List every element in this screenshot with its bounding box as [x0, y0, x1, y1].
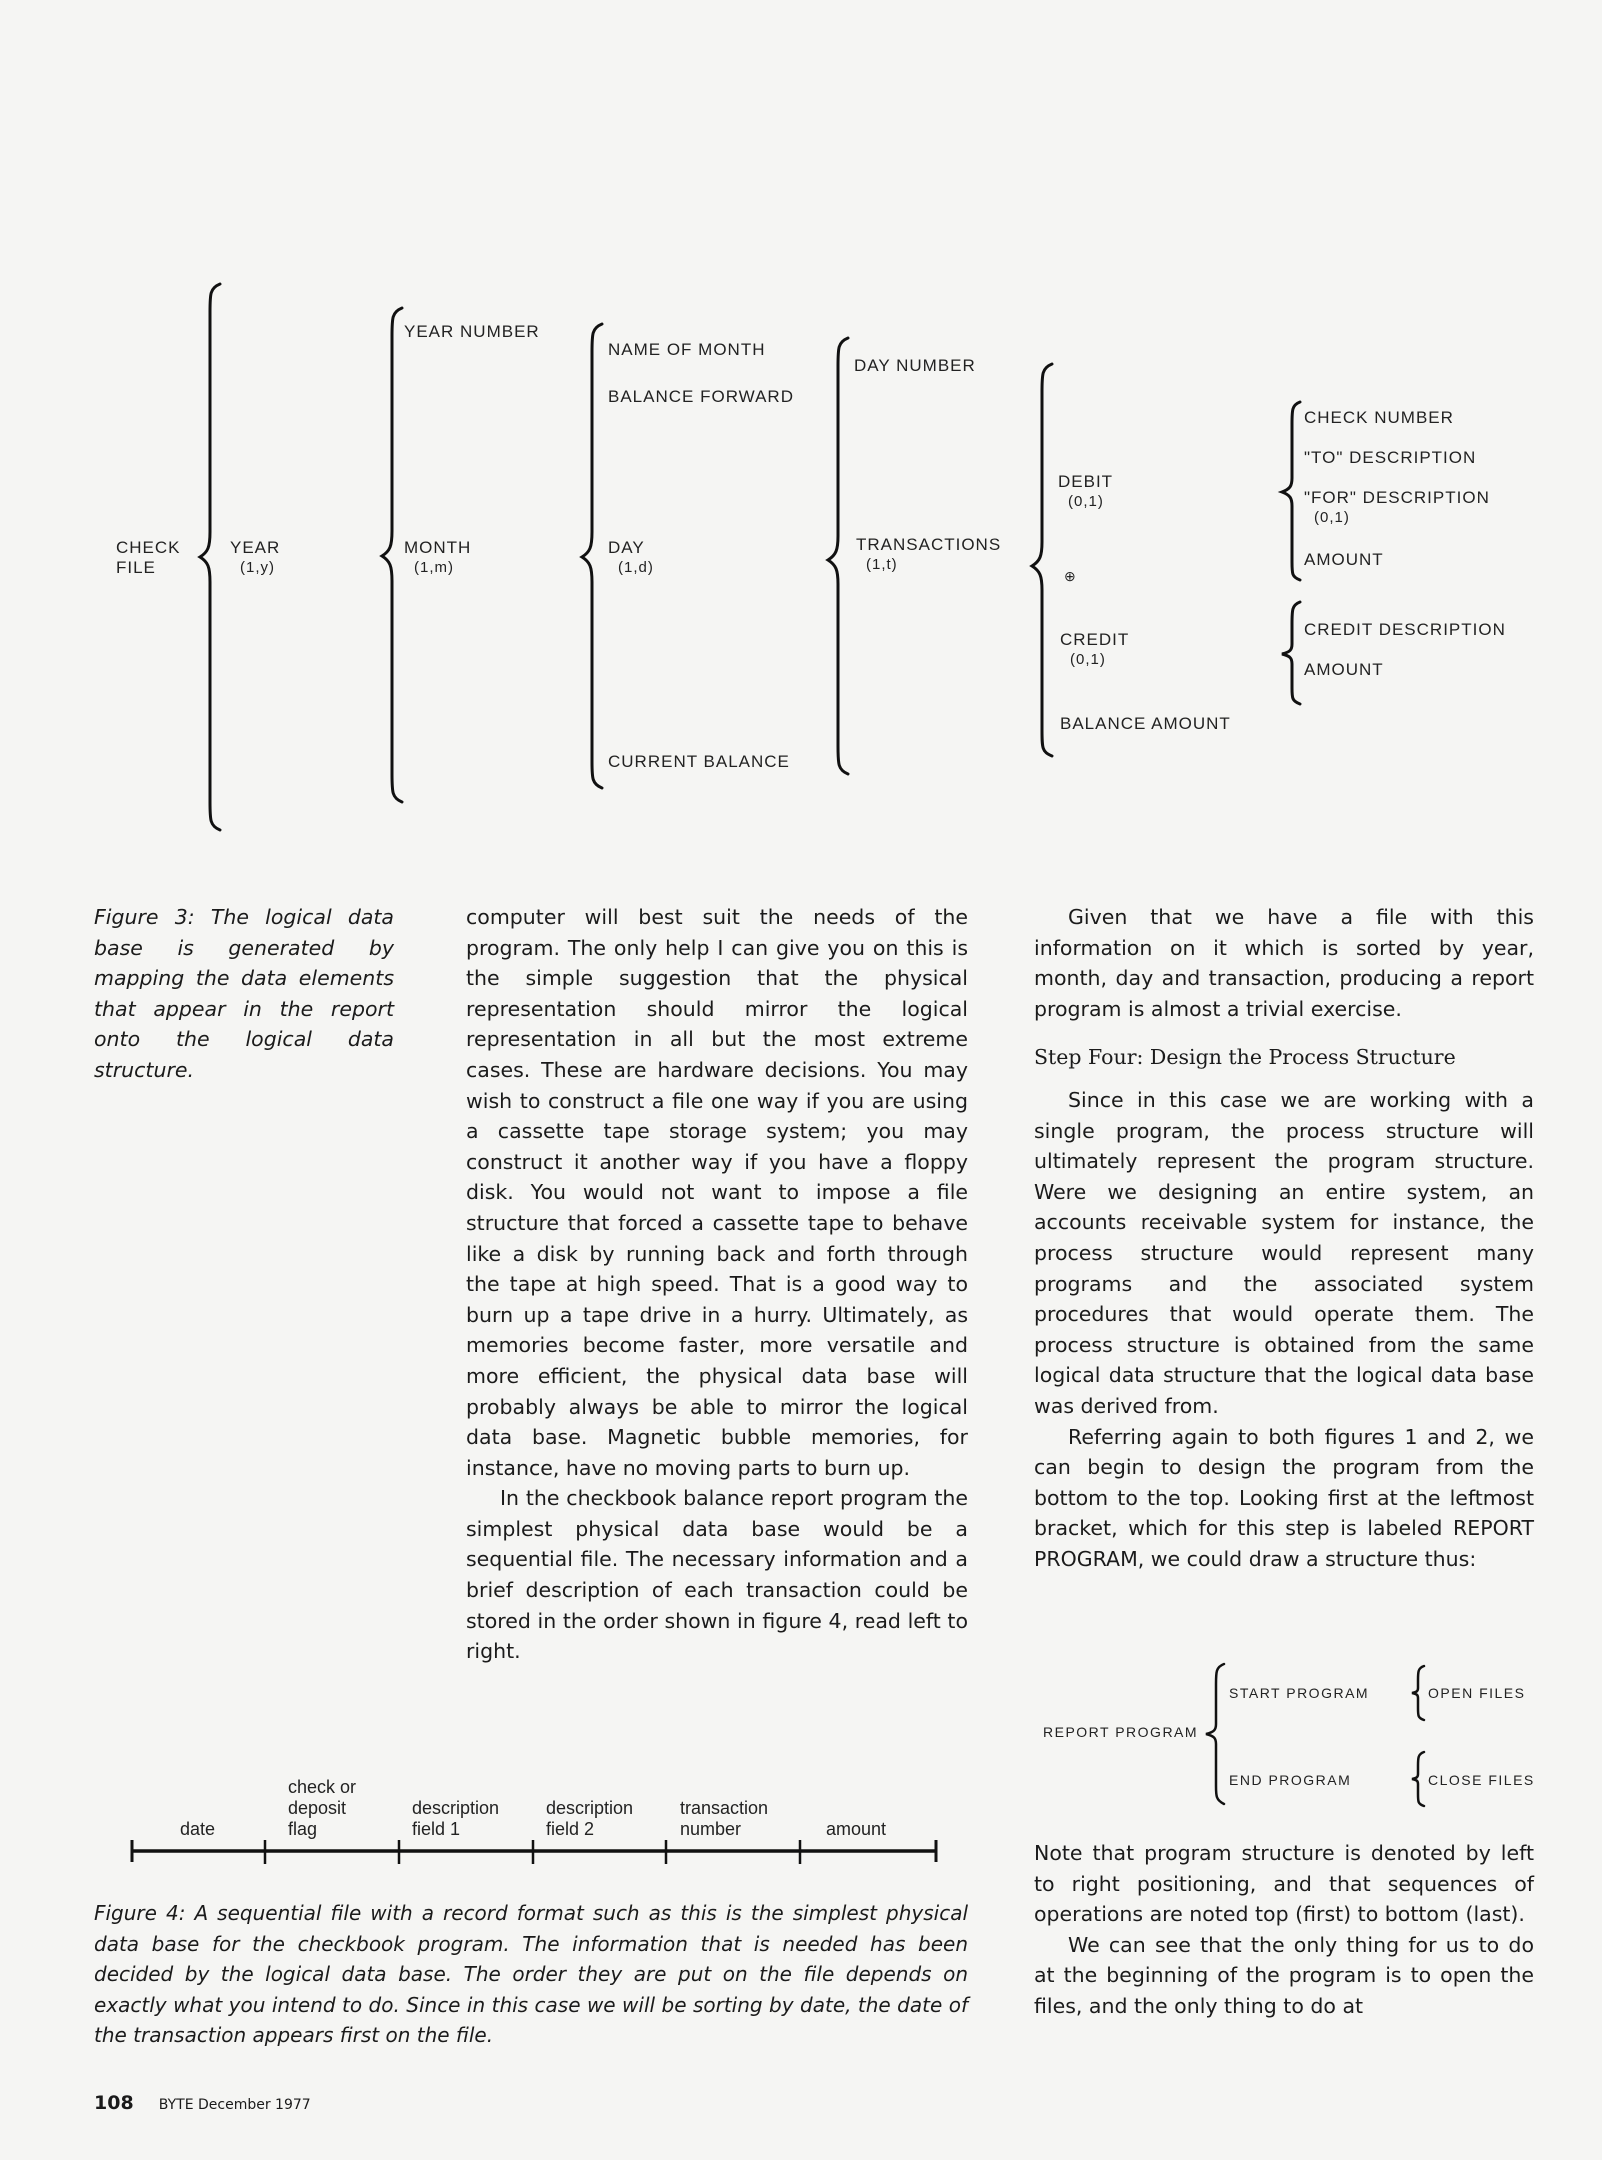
label-name-of-month: NAME OF MONTH: [608, 340, 766, 359]
field-label-line: flag: [288, 1819, 318, 1839]
paragraph: computer will best suit the needs of the program. The only help I can give you on this is the simple suggestion that the physical representation should mirror the logical representation in all but the most extreme cases. These are hardware decisions. You may wish to construct a file one way if you are using a cassette tape storage system; you may construct it another way if you have a floppy disk. You would not want to impose a file structure that forced a cassette tape to behave like a disk by running back and forth through the tape at high speed. That is a good way to burn up a tape drive in a hurry. Ultimately, as memories become faster, more versatile and more efficient, the physical data base will probably always be able to mirror the logical data base. Magnetic bubble memories, for instance, have no moving parts to burn up.: [466, 905, 968, 1480]
label-end-program: END PROGRAM: [1229, 1772, 1352, 1788]
page-footer: [94, 2092, 311, 2114]
field-label-line: amount: [826, 1819, 887, 1839]
label-year-text: YEAR: [230, 538, 281, 557]
field-label-line: description: [412, 1798, 500, 1818]
label-month-text: MONTH: [404, 538, 472, 557]
label-month: [404, 538, 471, 578]
field-label-line: description: [546, 1798, 634, 1818]
label-day-text: DAY: [608, 538, 645, 557]
label-open-files: OPEN FILES: [1428, 1685, 1526, 1701]
label-month-repetition: (1,m): [414, 559, 454, 576]
label-debit-repetition: (0,1): [1068, 493, 1104, 510]
label-check: CHECK: [116, 538, 181, 557]
paragraph: In the checkbook balance report program the simplest physical data base would be a sequential file. The necessary information and a brief description of each transaction could be stored in the order shown in figure 4, read left to right.: [466, 1486, 968, 1664]
field-label-line: check or: [288, 1777, 357, 1797]
label-for-description-repetition: (0,1): [1314, 509, 1350, 526]
exclusive-or-icon: ⊕: [1064, 568, 1077, 584]
field-label-line: date: [180, 1819, 216, 1839]
field-description-1: [412, 1798, 499, 1840]
label-start-program: START PROGRAM: [1229, 1685, 1370, 1701]
label-balance-amount: BALANCE AMOUNT: [1060, 714, 1231, 733]
label-credit-amount: AMOUNT: [1304, 660, 1384, 679]
label-close-files: CLOSE FILES: [1428, 1772, 1535, 1788]
article-column-3-continued: [1034, 1838, 1534, 2022]
label-file: FILE: [116, 558, 156, 577]
label-debit-amount: AMOUNT: [1304, 550, 1384, 569]
label-transactions-repetition: (1,t): [866, 556, 898, 573]
figure-3-caption: Figure 3: The logical data base is generated by mapping the data elements that appear in the report onto the logical data structure.: [94, 905, 394, 1082]
field-transaction-number: [680, 1798, 768, 1840]
label-credit-repetition: (0,1): [1070, 651, 1106, 668]
label-credit: [1060, 630, 1129, 670]
label-check-number: CHECK NUMBER: [1304, 408, 1454, 427]
field-label-line: deposit: [288, 1798, 347, 1818]
section-heading: Step Four: Design the Process Structure: [1034, 1045, 1456, 1070]
bracket-start-program: [1410, 1664, 1430, 1722]
label-for-description-text: "FOR" DESCRIPTION: [1304, 488, 1490, 507]
label-transactions-text: TRANSACTIONS: [856, 535, 1002, 554]
label-debit-text: DEBIT: [1058, 472, 1114, 491]
paragraph: We can see that the only thing for us to do at the beginning of the program is to open the files, and the only thing to do at: [1034, 1932, 1534, 2018]
label-debit: [1058, 472, 1113, 512]
paragraph: Given that we have a file with this information on it which is sorted by year, month, day and transaction, producing a report program is almost a trivial exercise.: [1034, 905, 1534, 1021]
label-year: [230, 538, 280, 578]
label-balance-forward: BALANCE FORWARD: [608, 387, 794, 406]
bracket-report-program: [1204, 1662, 1230, 1806]
label-year-number: YEAR NUMBER: [404, 322, 540, 341]
label-check-file: [116, 538, 181, 578]
figure-4-caption: Figure 4: A sequential file with a record format such as this is the simplest physical data base for the checkbook program. The information that is needed has been decided by the logical data base. The order they are put on the file depends on exactly what you intend to do. Since in this case we will be sorting by date, the date of the transaction appears first on the file.: [94, 1901, 968, 2047]
field-label-line: field 2: [546, 1819, 595, 1839]
label-year-repetition: (1,y): [240, 559, 275, 576]
article-column-2: [466, 902, 968, 1667]
field-label-line: transaction: [680, 1798, 769, 1818]
label-day: [608, 538, 654, 578]
field-description-2: [546, 1798, 633, 1840]
paragraph: Referring again to both figures 1 and 2, we can begin to design the program from the bottom to the top. Looking first at the leftmost bracket, which for this step is labeled REPORT PROGRAM, we could draw a structure thus:: [1034, 1424, 1534, 1571]
label-credit-text: CREDIT: [1060, 630, 1130, 649]
label-day-number: DAY NUMBER: [854, 356, 976, 375]
bracket-transactions: [1030, 362, 1060, 758]
label-current-balance: CURRENT BALANCE: [608, 752, 790, 771]
bracket-check-file: [198, 282, 228, 832]
page-number: 108: [94, 2092, 134, 2114]
field-label-line: number: [680, 1819, 742, 1839]
field-label-line: field 1: [412, 1819, 461, 1839]
article-column-3: [1034, 902, 1534, 1574]
label-for-description: [1304, 488, 1490, 528]
field-check-or-deposit-flag: [288, 1777, 356, 1840]
record-timeline: [128, 1836, 948, 1866]
bracket-end-program: [1410, 1750, 1430, 1808]
paragraph: Since in this case we are working with a single program, the process structure will ultimately represent the program structure. Were we designing an entire system, an accounts receivable system for instance, the process structure would represent many programs and the associated system procedures that would operate them. The process structure is obtained from the same logical data structure that the logical data base was derived from.: [1034, 1087, 1534, 1418]
label-credit-description: CREDIT DESCRIPTION: [1304, 620, 1506, 639]
bracket-month: [580, 322, 610, 790]
bracket-day: [826, 336, 856, 776]
label-report-program: REPORT PROGRAM: [1043, 1724, 1199, 1740]
label-transactions: [856, 535, 1001, 575]
paragraph: Note that program structure is denoted by left to right positioning, and that sequences of operations are noted top (first) to bottom (last).: [1034, 1841, 1534, 1927]
bracket-credit: [1280, 600, 1308, 706]
label-to-description: "TO" DESCRIPTION: [1304, 448, 1477, 467]
label-day-repetition: (1,d): [618, 559, 654, 576]
magazine-issue: BYTE December 1977: [158, 2097, 311, 2113]
